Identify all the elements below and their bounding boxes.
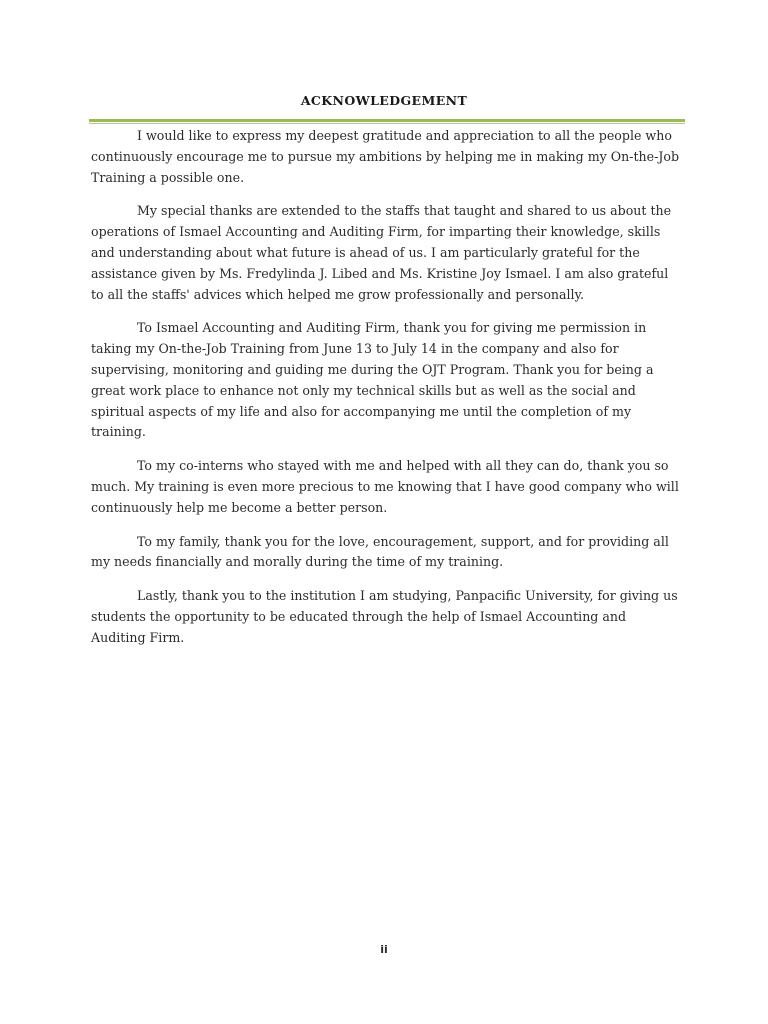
paragraph-4: To my co-interns who stayed with me and helped with all they can do, thank you so much. My training is even more precious to me knowing that I have good company who will continuously help me become a better person. — [91, 458, 679, 515]
paragraph-1: I would like to express my deepest gratitude and appreciation to all the people who continuously encourage me to pursue my ambitions by helping me in making my On-the-Job Training a possible one. — [91, 128, 680, 185]
divider-thick-line — [89, 119, 685, 122]
page-title: ACKNOWLEDGEMENT — [300, 93, 468, 108]
paragraph-3: To Ismael Accounting and Auditing Firm, thank you for giving me permission in taking my On-the-Job Training from June 13 to July 14 in the company and also for supervising, monitoring and guiding me during the OJT Program. Thank you for being a great work place to enhance not only my technical skills but as well as the social and spiritual aspects of my life and also for accompanying me until the completion of my training. — [91, 320, 654, 440]
paragraph-6: Lastly, thank you to the institution I am studying, Panpacific University, for giving us students the opportunity to be educated through the help of Ismael Accounting and Auditing Firm. — [91, 588, 678, 645]
paragraph-2: My special thanks are extended to the staffs that taught and shared to us about the operations of Ismael Accounting and Auditing Firm, for imparting their knowledge, skills and understanding about what future is ahead of us. I am particularly grateful for the assistance given by Ms. Fredylinda J. Libed and Ms. Kristine Joy Ismael. I am also grateful to all the staffs' advices which helped me grow professionally and personally. — [91, 203, 672, 302]
paragraph-5: To my family, thank you for the love, encouragement, support, and for providing all my needs financially and morally during the time of my training. — [91, 533, 669, 570]
heading-divider — [89, 119, 685, 125]
page-number: ii — [380, 943, 388, 956]
acknowledgement-body — [91, 126, 681, 662]
divider-thin-line — [89, 123, 685, 124]
